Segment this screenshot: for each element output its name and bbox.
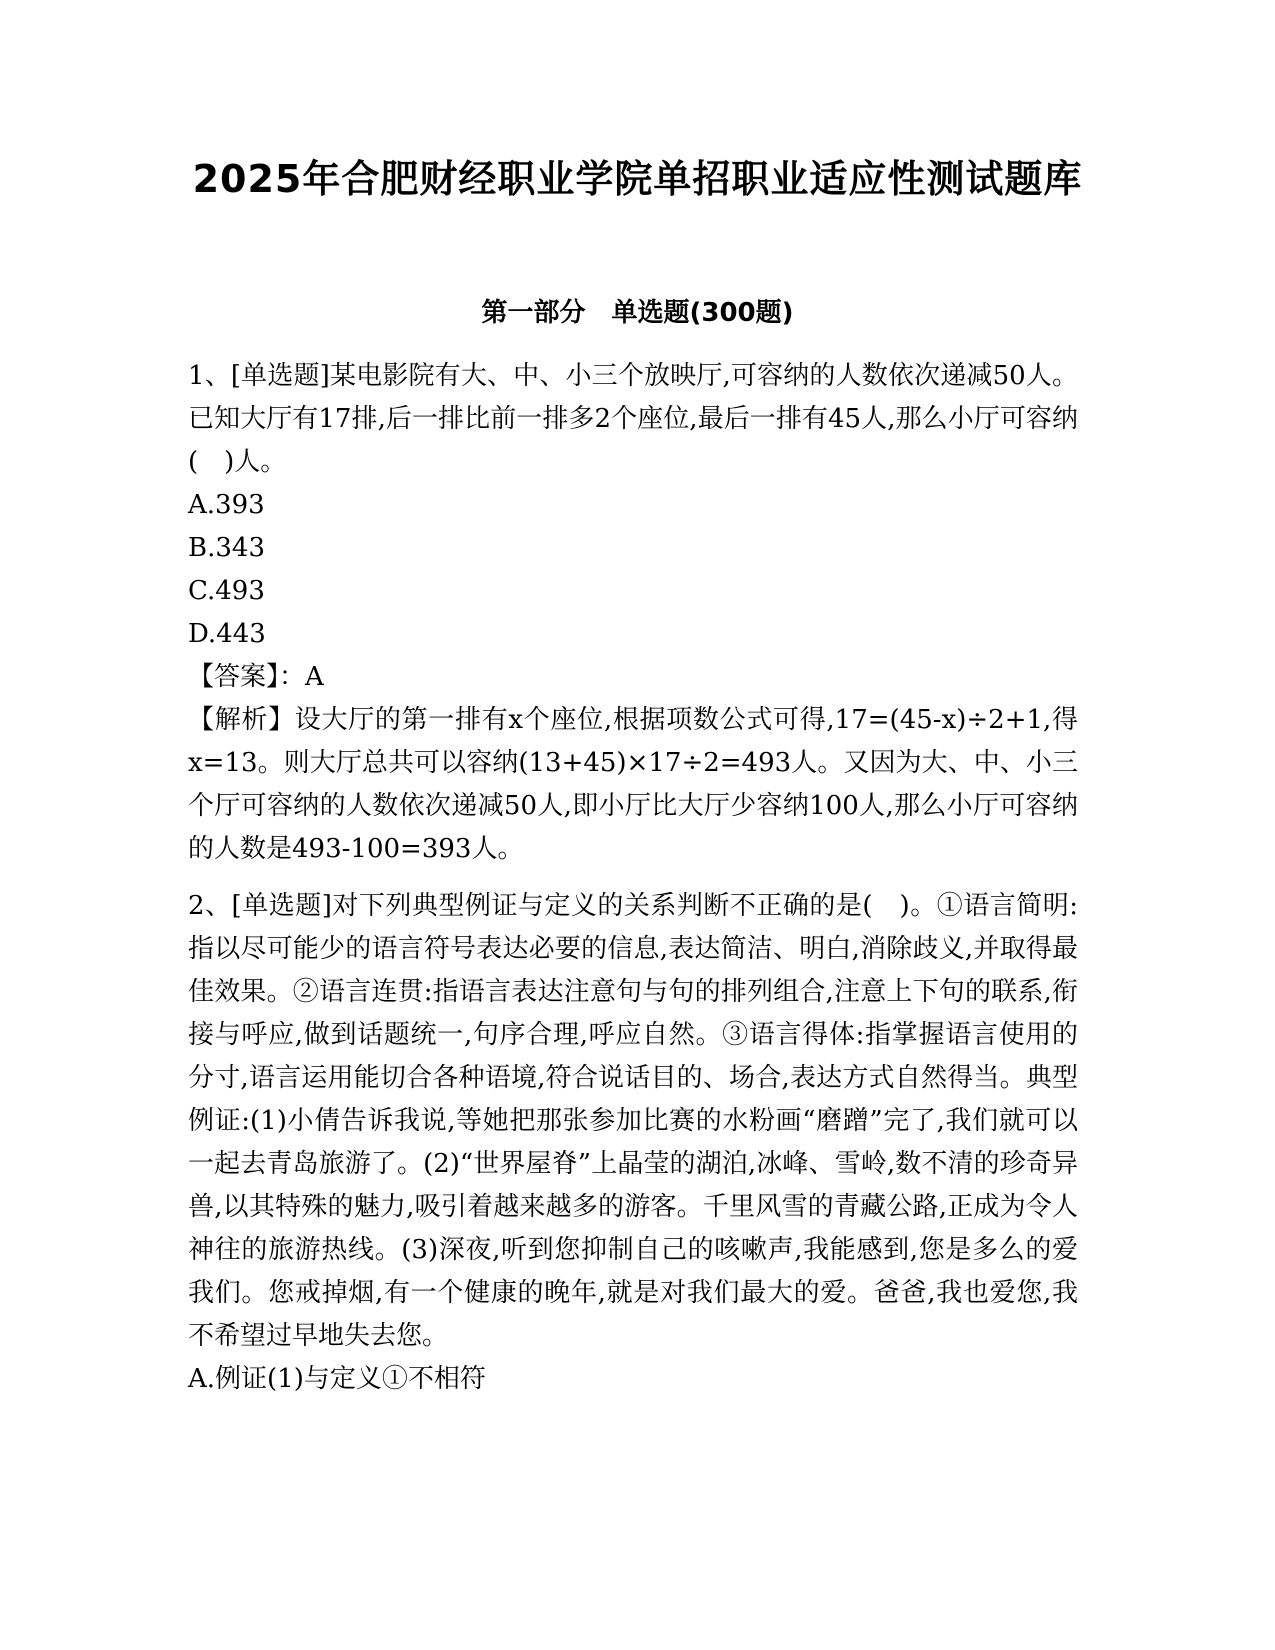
option-d: D.443 (188, 619, 266, 649)
answer: 【答案】：A (188, 662, 324, 692)
document-title: 2025年合肥财经职业学院单招职业适应性测试题库 (192, 157, 1083, 201)
option-a: A.例证(1)与定义①不相符 (188, 1364, 486, 1394)
question-stem: 1、[单选题]某电影院有大、中、小三个放映厅,可容纳的人数依次递减50人。已知大厅有17排,后一排比前一排多2个座位,最后一排有45人,那么小厅可容纳( )人。 (188, 361, 1078, 477)
option-c: C.493 (188, 576, 265, 606)
analysis: 【解析】设大厅的第一排有x个座位,根据项数公式可得,17=(45-x)÷2+1,得x=13。则大厅总共可以容纳(13+45)×17÷2=493人。又因为大、中、小三个厅可容纳的人数依次递减50人,即小厅比大厅少容纳100人,那么小厅可容纳的人数是493-100=393人。 (188, 705, 1078, 864)
option-b: B.343 (188, 533, 265, 563)
section-heading: 第一部分 单选题(300题) (481, 298, 794, 328)
question-1 (188, 355, 1078, 871)
question-stem: 2、[单选题]对下列典型例证与定义的关系判断不正确的是( )。①语言简明:指以尽可能少的语言符号表达必要的信息,表达简洁、明白,消除歧义,并取得最佳效果。②语言连贯:指语言表达注意句与句的排列组合,注意上下句的联系,衔接与呼应,做到话题统一,句序合理,呼应自然。③语言得体:指掌握语言使用的分寸,语言运用能切合各种语境,符合说话目的、场合,表达方式自然得当。典型例证:(1)小倩告诉我说,等她把那张参加比赛的水粉画“磨蹭”完了,我们就可以一起去青岛旅游了。(2)“世界屋脊”上晶莹的湖泊,冰峰、雪岭,数不清的珍奇异兽,以其特殊的魅力,吸引着越来越多的游客。千里风雪的青藏公路,正成为令人神往的旅游热线。(3)深夜,听到您抑制自己的咳嗽声,我能感到,您是多么的爱我们。您戒掉烟,有一个健康的晚年,就是对我们最大的爱。爸爸,我也爱您,我不希望过早地失去您。 (188, 891, 1078, 1351)
option-a: A.393 (188, 490, 265, 520)
question-2 (188, 885, 1078, 1401)
